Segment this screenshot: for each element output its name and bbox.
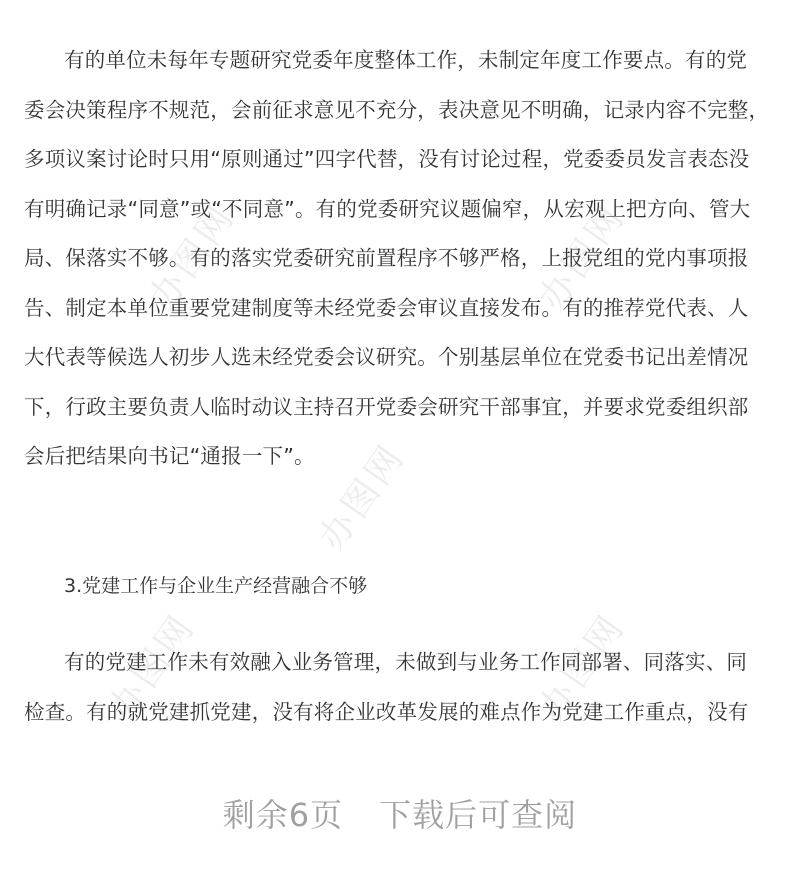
download-hint-label: 下载后可查阅: [379, 796, 578, 834]
text-line: 告、制定本单位重要党建制度等未经党委会审议直接发布。有的推荐党代表、人: [24, 295, 749, 320]
download-prompt[interactable]: [0, 790, 800, 836]
paragraph-2: [24, 638, 776, 737]
text-line: 大代表等候选人初步人选未经党委会议研究。个别基层单位在党委书记出差情况: [24, 345, 749, 369]
text-line: 有明确记录“同意”或“不同意”。有的党委研究议题偏窄，从宏观上把方向、管大: [24, 196, 751, 221]
text-line: 有的单位未每年专题研究党委年度整体工作，未制定年度工作要点。有的党: [64, 48, 748, 72]
paragraph-1: [24, 36, 776, 482]
watermark: 办图网: [531, 606, 634, 729]
text-line: 多项议案讨论时只用“原则通过”四字代替，没有讨论过程，党委委员发言表态没: [24, 147, 750, 171]
text-line: 局、保落实不够。有的落实党委研究前置程序不够严格，上报党组的党内事项报: [24, 246, 749, 270]
text-line: 有的党建工作未有效融入业务管理，未做到与业务工作同部署、同落实、同: [64, 650, 748, 674]
watermark: 办图网: [101, 606, 204, 729]
text-line: 下，行政主要负责人临时动议主持召开党委会研究干部事宜，并要求党委组织部: [24, 394, 749, 419]
watermark: 办图网: [141, 196, 244, 319]
text-line: 会后把结果向书记“通报一下”。: [24, 444, 315, 468]
remaining-pages-label: 剩余6页: [222, 796, 344, 834]
text-line: 委会决策程序不规范，会前征求意见不充分，表决意见不明确，记录内容不完整，: [24, 97, 770, 122]
watermark: 办图网: [531, 196, 634, 319]
section-heading: 3.党建工作与企业生产经营融合不够: [64, 575, 368, 597]
text-line: 检查。有的就党建抓党建，没有将企业改革发展的难点作为党建工作重点，没有: [24, 699, 749, 724]
watermark: 办图网: [311, 436, 414, 559]
